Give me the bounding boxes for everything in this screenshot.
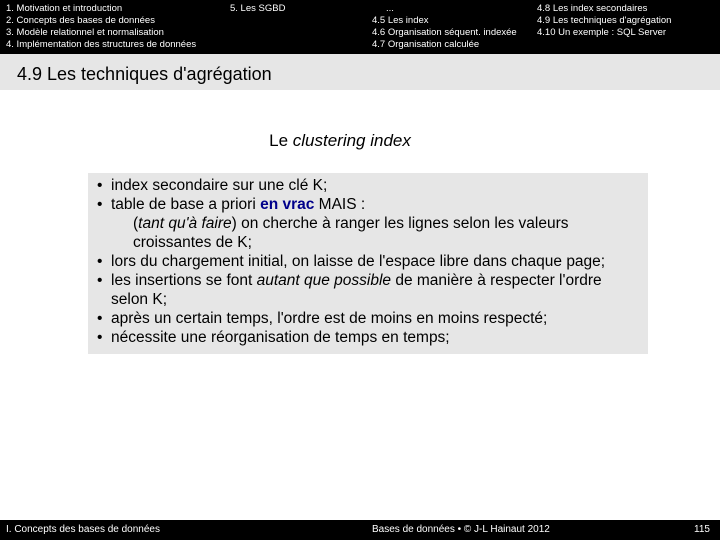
nav-item-section-4-7[interactable]: 4.7 Organisation calculée: [372, 39, 480, 50]
bullet-text: table de base a priori: [111, 196, 261, 213]
bullet-text: de manière à respecter l'ordre: [391, 272, 602, 289]
nav-item-chapter-5[interactable]: 5. Les SGBD: [230, 3, 286, 14]
italic-text: autant que possible: [256, 272, 392, 289]
nav-item-section-4-10[interactable]: 4.10 Un exemple : SQL Server: [537, 27, 667, 38]
slide-title-emphasis: clustering index: [292, 131, 411, 150]
bullet-text: les insertions se font: [111, 272, 257, 289]
bullet-text: croissantes de K;: [133, 234, 252, 251]
bullet-text: lors du chargement initial, on laisse de l'espace libre dans chaque page;: [111, 253, 606, 270]
bullet-icon: •: [97, 310, 103, 327]
bullet-icon: •: [97, 272, 103, 289]
list-item-continuation: [97, 290, 642, 309]
nav-column-sections-a: [372, 3, 517, 51]
list-item: [97, 271, 642, 290]
nav-item-section-4-5[interactable]: 4.5 Les index: [372, 15, 429, 26]
section-title: 4.9 Les techniques d'agrégation: [17, 64, 272, 84]
highlighted-text: en vrac: [260, 196, 315, 213]
nav-column-sections-b: [537, 3, 671, 39]
nav-column-chapter-5: [230, 3, 285, 15]
footer-chapter[interactable]: I. Concepts des bases de données: [6, 524, 160, 535]
footer-bar: [0, 520, 720, 540]
list-item: [97, 309, 642, 328]
bullet-text: selon K;: [111, 291, 168, 308]
nav-item-chapter-2[interactable]: 2. Concepts des bases de données: [6, 15, 155, 26]
list-item: [97, 176, 642, 195]
nav-item-chapter-4[interactable]: 4. Implémentation des structures de données: [6, 39, 197, 50]
page-number: 115: [694, 524, 710, 535]
bullet-text: nécessite une réorganisation de temps en temps;: [111, 329, 450, 346]
slide-title-prefix: Le: [269, 131, 293, 150]
list-item: [97, 195, 642, 214]
nav-item-section-4-6[interactable]: 4.6 Organisation séquent. indexée: [372, 27, 517, 38]
list-item-continuation: [97, 233, 642, 252]
bullet-text: (: [133, 215, 139, 232]
top-navigation-bar: [0, 0, 720, 54]
nav-item-section-4-8[interactable]: 4.8 Les index secondaires: [537, 3, 648, 14]
nav-item-chapter-1[interactable]: 1. Motivation et introduction: [6, 3, 123, 14]
italic-text: tant qu'à faire: [138, 215, 232, 232]
bullet-icon: •: [97, 177, 103, 194]
bullet-list: [97, 176, 642, 347]
slide-title: [0, 131, 680, 151]
bullet-text: après un certain temps, l'ordre est de moins en moins respecté;: [111, 310, 548, 327]
bullet-icon: •: [97, 196, 103, 213]
list-item: [97, 252, 642, 271]
list-item-continuation: [97, 214, 642, 233]
nav-column-chapters: [6, 3, 196, 51]
bullet-icon: •: [97, 253, 103, 270]
bullet-text: index secondaire sur une clé K;: [111, 177, 328, 194]
nav-item-section-4-9[interactable]: 4.9 Les techniques d'agrégation: [537, 15, 672, 26]
bullet-text: ) on cherche à ranger les lignes selon les valeurs: [231, 215, 569, 232]
list-item: [97, 328, 642, 347]
bullet-text: MAIS :: [314, 196, 366, 213]
footer-course-credit: Bases de données • © J-L Hainaut 2012: [372, 524, 550, 535]
nav-item-ellipsis[interactable]: ...: [386, 3, 394, 14]
bullet-icon: •: [97, 329, 103, 346]
nav-item-chapter-3[interactable]: 3. Modèle relationnel et normalisation: [6, 27, 164, 38]
